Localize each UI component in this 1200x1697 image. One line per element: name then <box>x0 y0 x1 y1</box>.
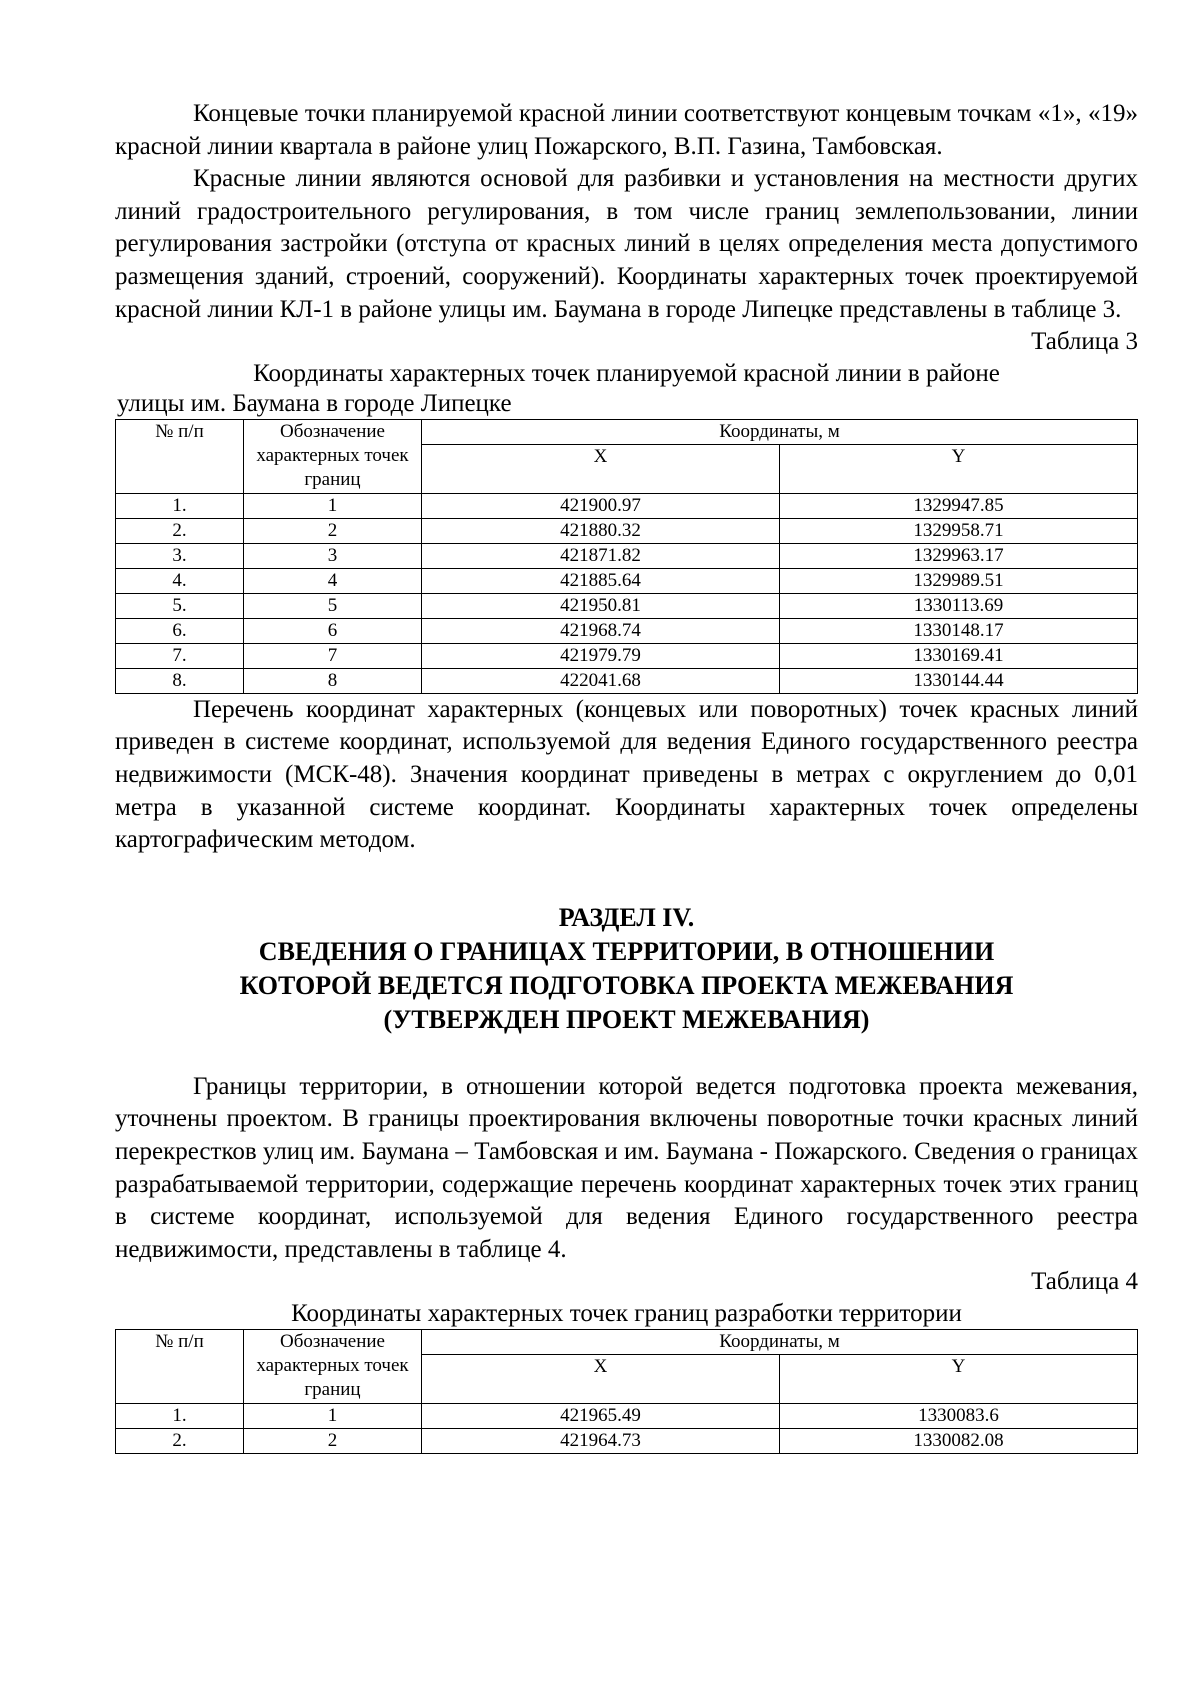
cell-point: 1 <box>244 1403 422 1428</box>
table3 <box>115 419 1138 694</box>
cell-num: 6. <box>116 618 244 643</box>
table-row <box>116 668 1138 693</box>
table4-header-num: № п/п <box>116 1329 244 1403</box>
cell-point: 3 <box>244 543 422 568</box>
cell-point: 7 <box>244 643 422 668</box>
table4-header-designation: Обозначение характерных точек границ <box>244 1329 422 1403</box>
cell-y: 1330113.69 <box>780 593 1138 618</box>
paragraph-coordinate-list: Перечень координат характерных (концевых или поворотных) точек красных линий приведен в системе координат, используемой для ведения Единого государственного реестра недвижимости (МСК-48). Значения координат приведены в метрах с округлением до 0,01 метра в указанной системе координат. Координаты характерных точек определены картографическим методом. <box>115 695 1138 854</box>
cell-y: 1330082.08 <box>780 1428 1138 1453</box>
cell-point: 8 <box>244 668 422 693</box>
cell-point: 5 <box>244 593 422 618</box>
cell-num: 7. <box>116 643 244 668</box>
table3-caption-line1: Координаты характерных точек планируемой красной линии в районе <box>253 359 1000 387</box>
table3-header-coords: Координаты, м <box>422 419 1138 444</box>
cell-x: 421968.74 <box>422 618 780 643</box>
table4-header-y: Y <box>780 1354 1138 1403</box>
table4-body <box>116 1403 1138 1453</box>
cell-point: 2 <box>244 518 422 543</box>
cell-num: 4. <box>116 568 244 593</box>
table3-caption-line2: улицы им. Баумана в городе Липецке <box>117 389 512 417</box>
cell-y: 1330083.6 <box>780 1403 1138 1428</box>
table-row <box>116 618 1138 643</box>
table-row <box>116 568 1138 593</box>
cell-x: 421964.73 <box>422 1428 780 1453</box>
table4-caption: Координаты характерных точек границ разработки территории <box>291 1299 962 1327</box>
cell-num: 1. <box>116 1403 244 1428</box>
table-row <box>116 593 1138 618</box>
table-row <box>116 643 1138 668</box>
section-heading-line1: РАЗДЕЛ IV. <box>558 902 695 932</box>
table3-header-designation: Обозначение характерных точек границ <box>244 419 422 493</box>
section-heading-line3: КОТОРОЙ ВЕДЕТСЯ ПОДГОТОВКА ПРОЕКТА МЕЖЕВАНИЯ <box>239 970 1014 1000</box>
cell-point: 2 <box>244 1428 422 1453</box>
cell-point: 1 <box>244 493 422 518</box>
cell-x: 421979.79 <box>422 643 780 668</box>
table4-header-x: X <box>422 1354 780 1403</box>
cell-num: 2. <box>116 518 244 543</box>
cell-y: 1329947.85 <box>780 493 1138 518</box>
table3-label: Таблица 3 <box>1031 328 1138 356</box>
table3-header-y: Y <box>780 444 1138 493</box>
paragraph-endpoints: Концевые точки планируемой красной линии соответствуют концевым точкам «1», «19» красной линии квартала в районе улиц Пожарского, В.П. Газина, Тамбовская. <box>115 100 1138 160</box>
table4 <box>115 1329 1138 1454</box>
cell-num: 1. <box>116 493 244 518</box>
cell-y: 1329958.71 <box>780 518 1138 543</box>
cell-y: 1329963.17 <box>780 543 1138 568</box>
cell-y: 1330169.41 <box>780 643 1138 668</box>
cell-x: 421880.32 <box>422 518 780 543</box>
cell-x: 421900.97 <box>422 493 780 518</box>
table-row <box>116 1403 1138 1428</box>
cell-x: 421965.49 <box>422 1403 780 1428</box>
cell-num: 5. <box>116 593 244 618</box>
paragraph-territory-boundaries: Границы территории, в отношении которой ведется подготовка проекта межевания, уточнены проектом. В границы проектирования включены поворотные точки красных линий перекрестков улиц им. Баумана – Тамбовская и им. Баумана - Пожарского. Сведения о границах разрабатываемой территории, содержащие перечень координат характерных точек этих границ в системе координат, используемой для ведения Единого государственного реестра недвижимости, представлены в таблице 4. <box>115 1072 1138 1263</box>
table3-header-num: № п/п <box>116 419 244 493</box>
table4-label: Таблица 4 <box>1031 1268 1138 1296</box>
table-row <box>116 543 1138 568</box>
table-row <box>116 518 1138 543</box>
cell-x: 421950.81 <box>422 593 780 618</box>
section-heading-line2: СВЕДЕНИЯ О ГРАНИЦАХ ТЕРРИТОРИИ, В ОТНОШЕНИИ <box>258 936 995 966</box>
cell-num: 2. <box>116 1428 244 1453</box>
cell-x: 421871.82 <box>422 543 780 568</box>
cell-point: 4 <box>244 568 422 593</box>
table-row <box>116 1428 1138 1453</box>
cell-x: 421885.64 <box>422 568 780 593</box>
paragraph-red-lines: Красные линии являются основой для разбивки и установления на местности других линий градостроительного регулирования, в том числе границ землепользовании, линии регулирования застройки (отступа от красных линий в целях определения места допустимого размещения зданий, строений, сооружений). Координаты характерных точек проектируемой красной линии КЛ-1 в районе улицы им. Баумана в городе Липецке представлены в таблице 3. <box>115 165 1138 323</box>
table3-header-x: X <box>422 444 780 493</box>
cell-y: 1330144.44 <box>780 668 1138 693</box>
cell-y: 1330148.17 <box>780 618 1138 643</box>
cell-num: 8. <box>116 668 244 693</box>
table-row <box>116 493 1138 518</box>
table3-body <box>116 493 1138 693</box>
section-heading-line4: (УТВЕРЖДЕН ПРОЕКТ МЕЖЕВАНИЯ) <box>383 1004 870 1034</box>
cell-point: 6 <box>244 618 422 643</box>
cell-num: 3. <box>116 543 244 568</box>
cell-x: 422041.68 <box>422 668 780 693</box>
cell-y: 1329989.51 <box>780 568 1138 593</box>
table4-header-coords: Координаты, м <box>422 1329 1138 1354</box>
